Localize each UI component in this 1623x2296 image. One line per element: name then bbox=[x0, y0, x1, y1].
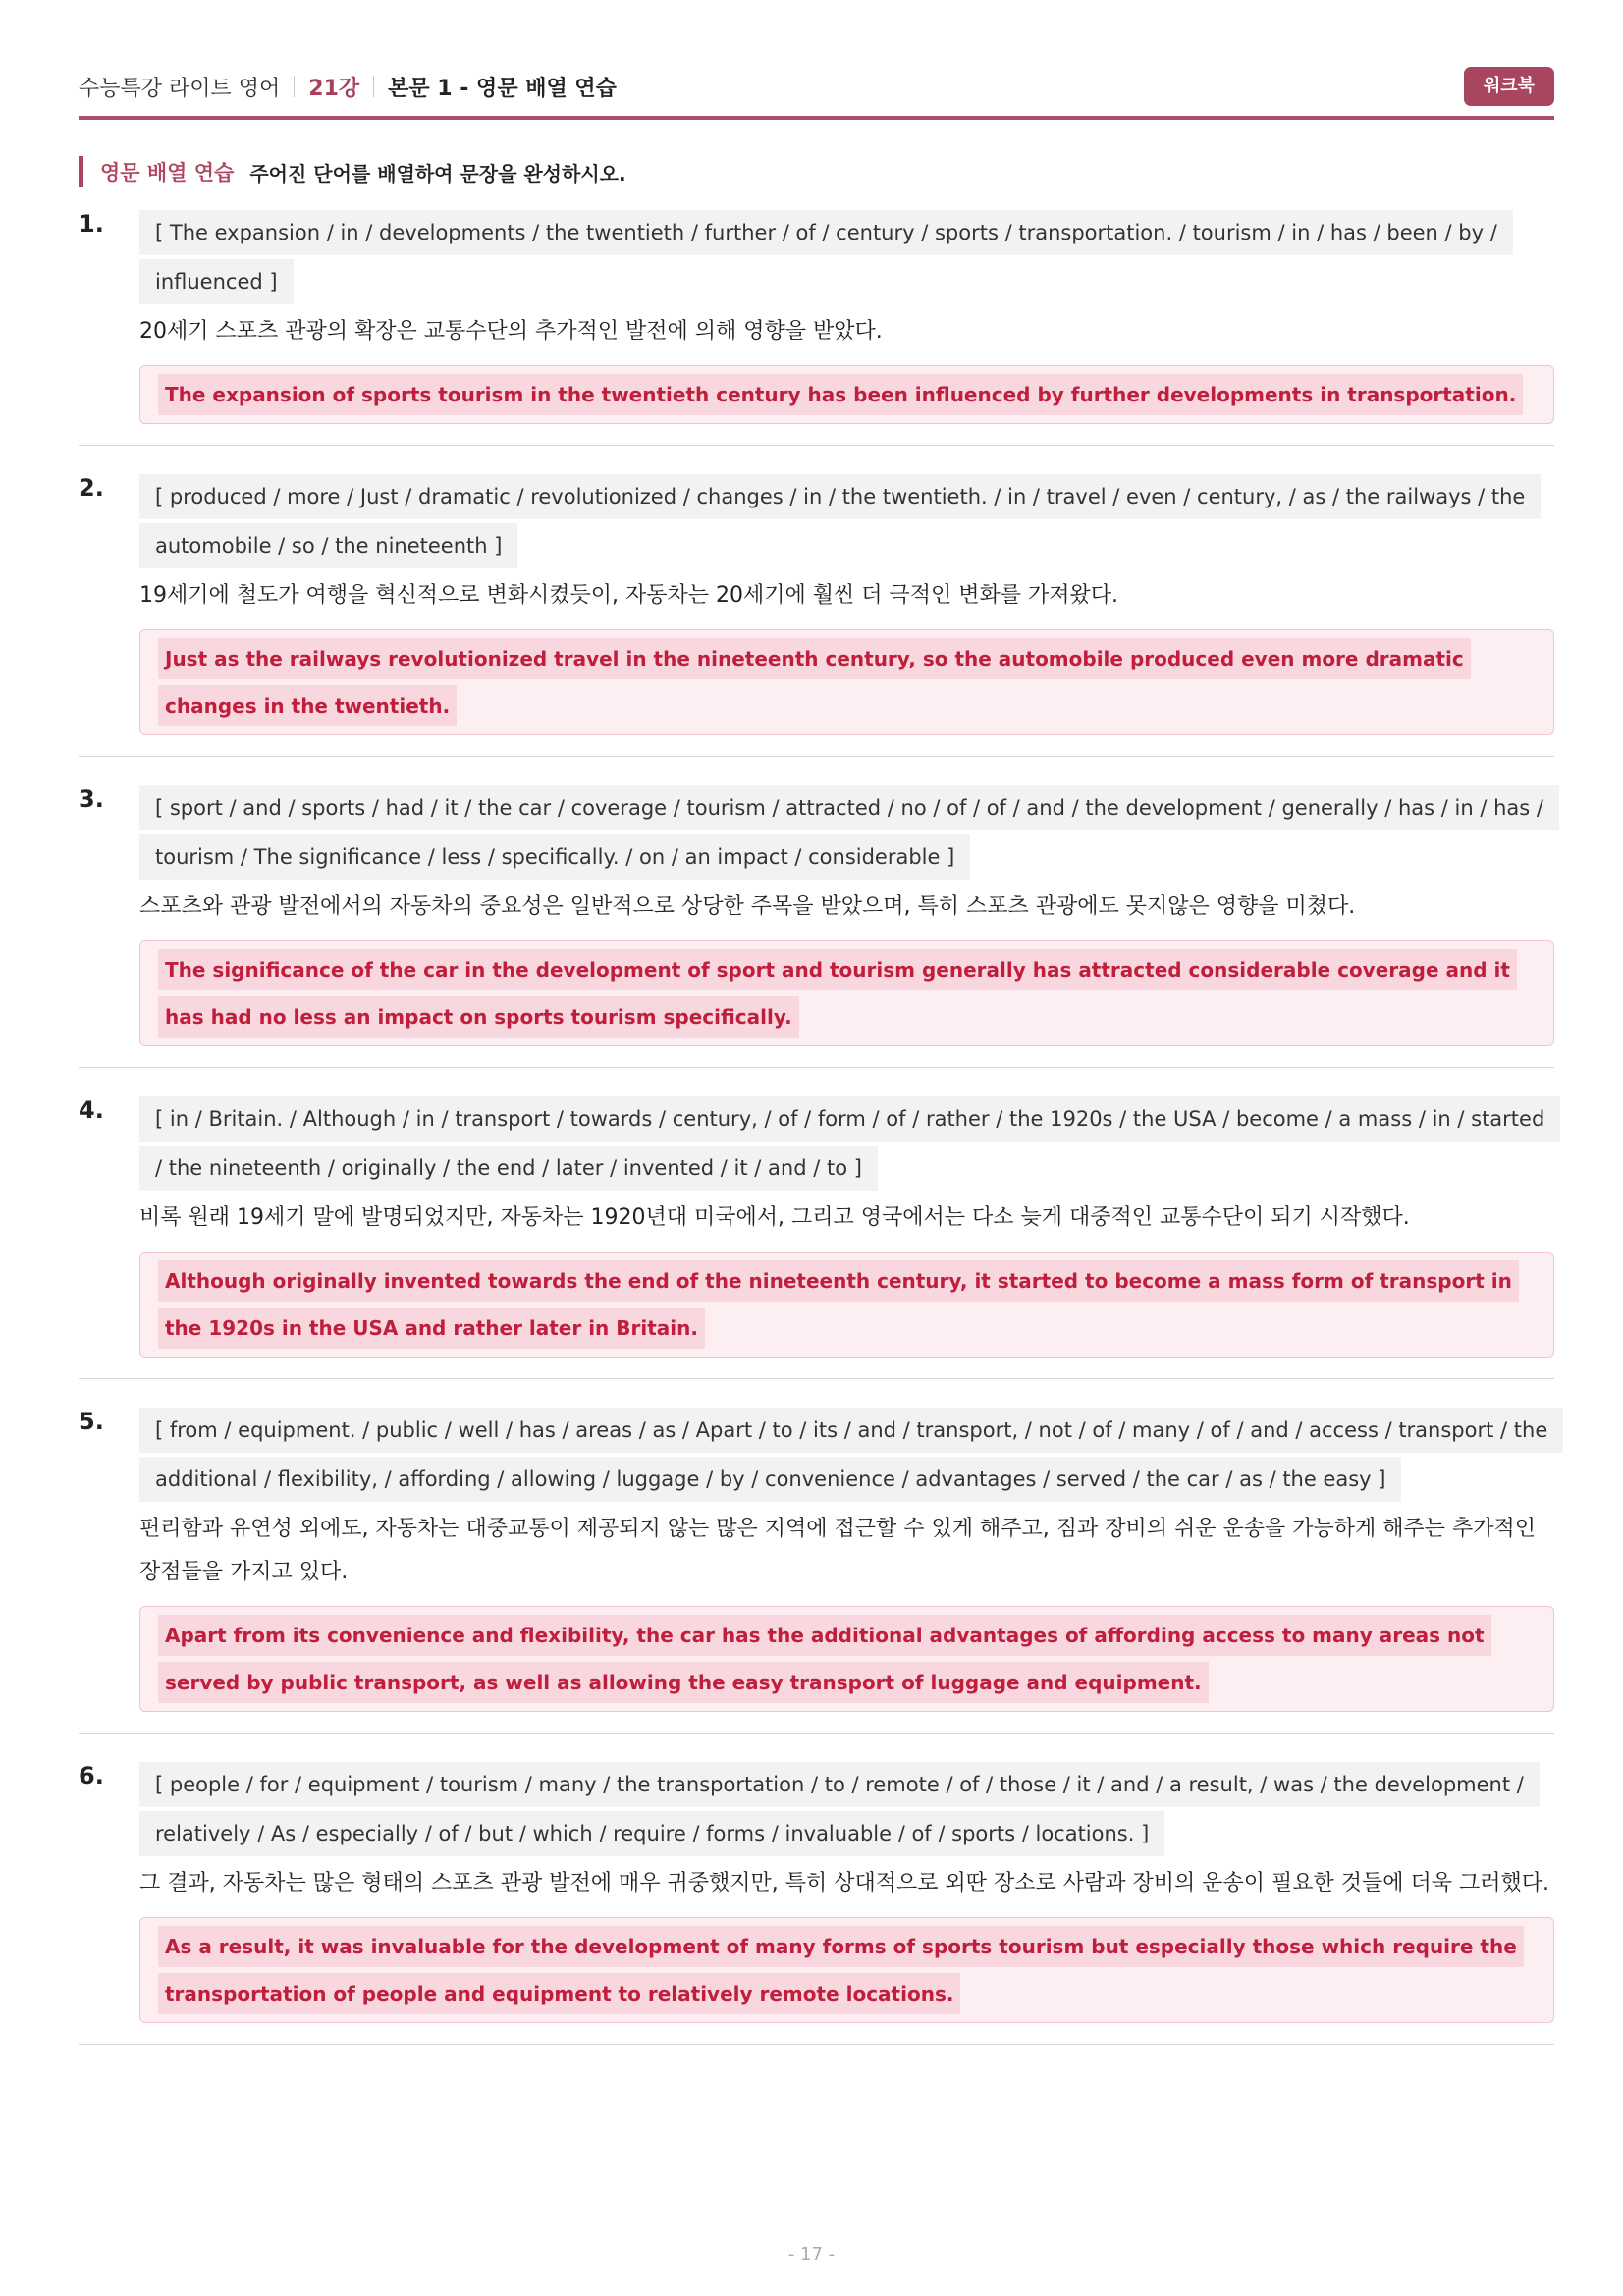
answer-text: Just as the railways revolutionized travel in the nineteenth century, so the automobile produced even more dramatic changes in the twentieth. bbox=[158, 638, 1471, 726]
word-bank bbox=[139, 1760, 1554, 1858]
item-number: 4. bbox=[79, 1096, 104, 1124]
answer-box bbox=[139, 365, 1554, 424]
book-title: 수능특강 라이트 영어 bbox=[79, 76, 281, 101]
answer-box bbox=[139, 629, 1554, 735]
lesson-number: 21강 bbox=[308, 76, 360, 101]
word-bank-text: [ The expansion / in / developments / the twentieth / further / of / century / sports / transportation. / tourism / in / has / been / by / influenced ] bbox=[139, 210, 1513, 304]
exercise-item bbox=[79, 465, 1554, 757]
word-bank-text: [ from / equipment. / public / well / has / areas / as / Apart / to / its / and / transport, / not / of / many / of / and / access / transport / the additional / flexibility, / affording / allowing / luggage / by / convenience / advantages / served / the car / as / the easy ] bbox=[139, 1408, 1563, 1502]
section-title: 영문 배열 연습 bbox=[100, 161, 235, 185]
word-bank bbox=[139, 1095, 1554, 1193]
section-accent-bar bbox=[79, 156, 83, 187]
section-heading bbox=[79, 155, 626, 188]
header-divider bbox=[294, 76, 295, 97]
answer-text: Although originally invented towards the end of the nineteenth century, it started to become a mass form of transport in the 1920s in the USA and rather later in Britain. bbox=[158, 1260, 1519, 1349]
korean-translation: 편리함과 유연성 외에도, 자동차는 대중교통이 제공되지 않는 많은 지역에 접근할 수 있게 해주고, 짐과 장비의 쉬운 운송을 가능하게 해주는 추가적인 장점들을 가지고 있다. bbox=[139, 1517, 1536, 1584]
exercise-item bbox=[79, 1399, 1554, 1734]
word-bank-text: [ sport / and / sports / had / it / the car / coverage / tourism / attracted / no / of / of / and / the development / generally / has / in / has / tourism / The significance / less / specifically. / on / an impact / considerable ] bbox=[139, 785, 1559, 880]
word-bank-text: [ people / for / equipment / tourism / many / the transportation / to / remote / of / those / it / and / a result, / was / the development / relatively / As / especially / of / but / which / require / forms / invaluable / of / sports / locations. ] bbox=[139, 1762, 1540, 1856]
answer-text: As a result, it was invaluable for the development of many forms of sports tourism but especially those which require the transportation of people and equipment to relatively remote locations. bbox=[158, 1926, 1524, 2014]
word-bank-text: [ produced / more / Just / dramatic / revolutionized / changes / in / the twentieth. / in / travel / even / century, / as / the railways / the automobile / so / the nineteenth ] bbox=[139, 474, 1541, 568]
word-bank bbox=[139, 472, 1554, 570]
korean-translation: 19세기에 철도가 여행을 혁신적으로 변화시켰듯이, 자동차는 20세기에 훨씬 더 극적인 변화를 가져왔다. bbox=[139, 583, 1118, 608]
page-title: 본문 1 - 영문 배열 연습 bbox=[388, 76, 617, 101]
word-bank bbox=[139, 1406, 1554, 1504]
answer-box bbox=[139, 940, 1554, 1046]
page-number: - 17 - bbox=[787, 2244, 836, 2265]
header-rule bbox=[79, 116, 1554, 120]
answer-text: The significance of the car in the development of sport and tourism generally has attracted considerable coverage and it has had no less an impact on sports tourism specifically. bbox=[158, 949, 1517, 1038]
workbook-badge: 워크북 bbox=[1464, 67, 1554, 106]
header-divider bbox=[373, 76, 374, 97]
section-instruction: 주어진 단어를 배열하여 문장을 완성하시오. bbox=[249, 161, 626, 186]
answer-text: The expansion of sports tourism in the twentieth century has been influenced by further developments in transportation. bbox=[158, 374, 1523, 415]
word-bank bbox=[139, 208, 1554, 306]
exercise-item bbox=[79, 1753, 1554, 2045]
exercise-item bbox=[79, 776, 1554, 1068]
exercise-item bbox=[79, 1088, 1554, 1379]
item-number: 3. bbox=[79, 785, 104, 813]
korean-translation: 20세기 스포츠 관광의 확장은 교통수단의 추가적인 발전에 의해 영향을 받았다. bbox=[139, 319, 883, 344]
answer-box bbox=[139, 1606, 1554, 1712]
answer-text: Apart from its convenience and flexibility, the car has the additional advantages of affording access to many areas not served by public transport, as well as allowing the easy transport of luggage and equipment. bbox=[158, 1615, 1491, 1703]
word-bank-text: [ in / Britain. / Although / in / transport / towards / century, / of / form / of / rather / the 1920s / the USA / become / a mass / in / started / the nineteenth / originally / the end / later / invented / it / and / to ] bbox=[139, 1096, 1560, 1191]
answer-box bbox=[139, 1917, 1554, 2023]
korean-translation: 스포츠와 관광 발전에서의 자동차의 중요성은 일반적으로 상당한 주목을 받았으며, 특히 스포츠 관광에도 못지않은 영향을 미쳤다. bbox=[139, 894, 1356, 919]
exercise-list bbox=[79, 201, 1554, 2064]
korean-translation: 그 결과, 자동차는 많은 형태의 스포츠 관광 발전에 매우 귀중했지만, 특히 상대적으로 외딴 장소로 사람과 장비의 운송이 필요한 것들에 더욱 그러했다. bbox=[139, 1871, 1549, 1896]
page-header bbox=[79, 61, 1554, 112]
item-number: 2. bbox=[79, 474, 104, 502]
item-number: 5. bbox=[79, 1408, 104, 1435]
answer-box bbox=[139, 1252, 1554, 1358]
exercise-item bbox=[79, 201, 1554, 446]
item-number: 6. bbox=[79, 1762, 104, 1789]
item-number: 1. bbox=[79, 210, 104, 238]
korean-translation: 비록 원래 19세기 말에 발명되었지만, 자동차는 1920년대 미국에서, 그리고 영국에서는 다소 늦게 대중적인 교통수단이 되기 시작했다. bbox=[139, 1205, 1410, 1230]
word-bank bbox=[139, 783, 1554, 881]
